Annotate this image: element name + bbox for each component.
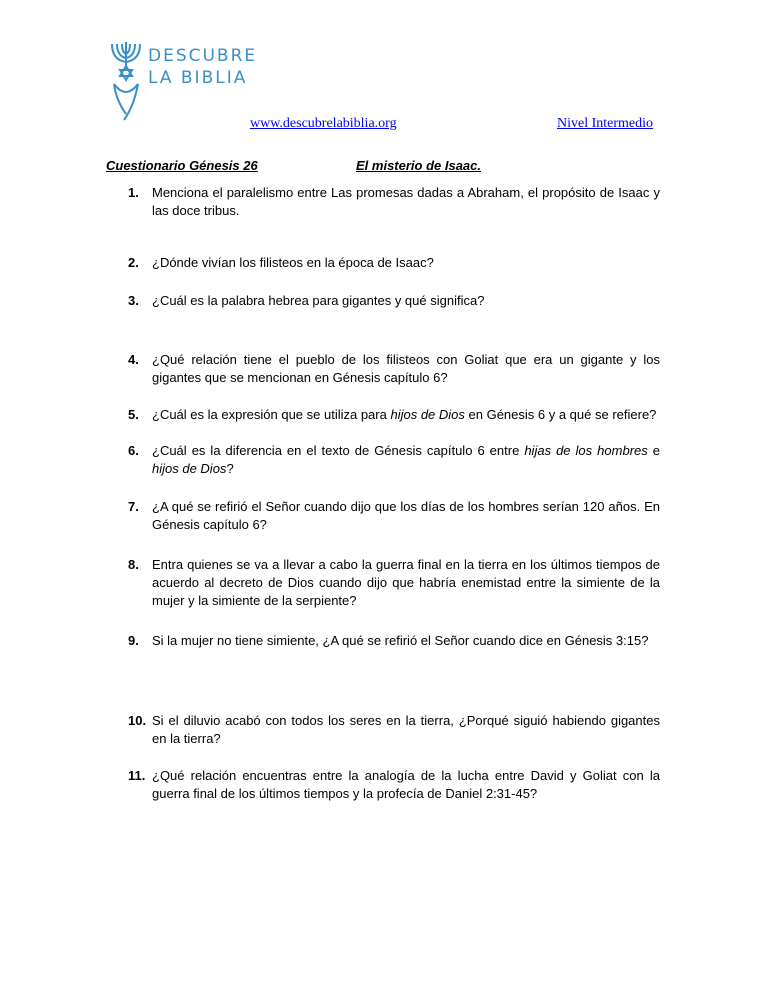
- question-number: 1.: [128, 185, 139, 200]
- question-text: Si la mujer no tiene simiente, ¿A qué se refirió el Señor cuando dice en Génesis 3:15?: [152, 633, 649, 648]
- question-5: [128, 406, 660, 424]
- question-7: [128, 498, 660, 534]
- question-number: 7.: [128, 499, 139, 514]
- question-number: 4.: [128, 352, 139, 367]
- logo-line-2: LA BIBLIA: [148, 68, 248, 88]
- menorah-logo-icon: [108, 40, 144, 128]
- website-link[interactable]: www.descubrelabiblia.org: [250, 116, 397, 131]
- question-text: ¿Cuál es la expresión que se utiliza para hijos de Dios en Génesis 6 y a qué se refiere?: [152, 407, 657, 422]
- question-text: ¿Cuál es la palabra hebrea para gigantes y qué significa?: [152, 293, 485, 308]
- question-number: 11.: [128, 768, 146, 783]
- question-number: 9.: [128, 633, 139, 648]
- logo: [108, 40, 268, 130]
- question-number: 6.: [128, 443, 139, 458]
- question-2: [128, 254, 660, 272]
- question-text: Entra quienes se va a llevar a cabo la guerra final en la tierra en los últimos tiempos de acuerdo al decreto de Dios cuando dijo que habría enemistad entre la simiente de la mujer y la simiente de la serpiente?: [152, 557, 660, 608]
- question-number: 3.: [128, 293, 139, 308]
- question-1: [128, 184, 660, 220]
- question-number: 2.: [128, 255, 139, 270]
- question-text: ¿Dónde vivían los filisteos en la época de Isaac?: [152, 255, 434, 270]
- question-8: [128, 556, 660, 610]
- question-text: ¿Qué relación tiene el pueblo de los filisteos con Goliat que era un gigante y los gigantes que se mencionan en Génesis capítulo 6?: [152, 352, 660, 385]
- question-9: [128, 632, 660, 650]
- question-10: [128, 712, 660, 748]
- question-6: [128, 442, 660, 478]
- question-number: 8.: [128, 557, 139, 572]
- level-link[interactable]: Nivel Intermedio: [557, 116, 654, 131]
- quiz-topic: El misterio de Isaac.: [356, 158, 482, 173]
- question-text: Menciona el paralelismo entre Las promesas dadas a Abraham, el propósito de Isaac y las doce tribus.: [152, 185, 660, 218]
- question-number: 5.: [128, 407, 139, 422]
- question-number: 10.: [128, 713, 147, 728]
- question-4: [128, 351, 660, 387]
- question-3: [128, 292, 660, 310]
- question-text: ¿A qué se refirió el Señor cuando dijo que los días de los hombres serían 120 años. En Génesis capítulo 6?: [152, 499, 660, 532]
- question-text: Si el diluvio acabó con todos los seres en la tierra, ¿Porqué siguió habiendo gigantes en la tierra?: [152, 713, 660, 746]
- question-11: [128, 767, 660, 803]
- question-text: ¿Cuál es la diferencia en el texto de Génesis capítulo 6 entre hijas de los hombres e hijos de Dios?: [152, 443, 661, 476]
- question-text: ¿Qué relación encuentras entre la analogía de la lucha entre David y Goliat con la guerra final de los últimos tiempos y la profecía de Daniel 2:31-45?: [152, 768, 660, 801]
- logo-line-1: DESCUBRE: [148, 46, 258, 66]
- quiz-title: Cuestionario Génesis 26: [106, 158, 258, 173]
